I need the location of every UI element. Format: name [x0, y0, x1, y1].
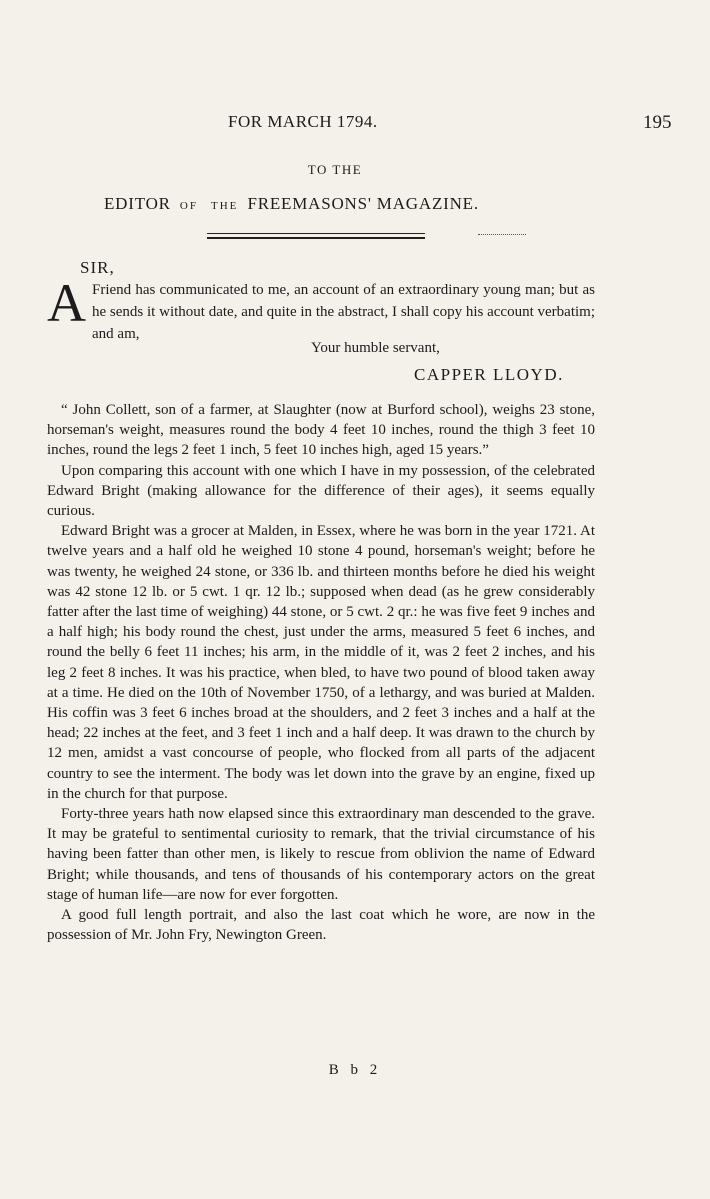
heading-editor: EDITOR: [104, 194, 171, 213]
heading-of: OF: [179, 200, 198, 212]
signoff: Your humble servant,: [311, 340, 440, 356]
heading-the: THE: [211, 200, 239, 212]
paragraph-forty-three-years: Forty-three years hath now elapsed since this extraordinary man descended to the grave. It may be grateful to sentimental curiosity to remark, that the trivial circumstance of his having been fatter than other men, is likely to rescue from oblivion the name of Edward Bright; while thousands, and tens of thousands of his contemporary actors on the great stage of human life—are now for ever forgotten.: [47, 806, 595, 903]
paragraph-collett: “ John Collett, son of a farmer, at Slaughter (now at Burford school), weighs 23 stone, horseman's weight, measures round the body 4 feet 10 inches, round the thigh 3 feet 10 inches, round the legs 2 feet 1 inch, 5 feet 10 inches high, aged 15 years.”: [47, 402, 595, 459]
drop-cap: A: [47, 273, 86, 333]
signature: CAPPER LLOYD.: [414, 365, 564, 384]
page-number: 195: [643, 112, 672, 133]
salutation: SIR,: [80, 258, 115, 277]
decorative-rule: [207, 233, 425, 239]
running-head: FOR MARCH 1794.: [228, 112, 378, 131]
heading-magazine: FREEMASONS' MAGAZINE.: [247, 194, 479, 213]
paragraph-comparison: Upon comparing this account with one which I have in my possession, of the celebrated Edward Bright (making allowance for the difference of their ages), it seems equally curious.: [47, 462, 595, 520]
intro-text: Friend has communicated to me, an account of an extraordinary young man; but as he sends it without date, and quite in the abstract, I shall copy his account verbatim; and am,: [92, 282, 595, 342]
heading-to-the: TO THE: [307, 162, 363, 177]
paragraph-portrait: A good full length portrait, and also the last coat which he wore, are now in the possession of Mr. John Fry, Newington Green.: [47, 907, 595, 944]
body-text: [47, 400, 595, 945]
decorative-rule-tail: [478, 234, 526, 236]
paragraph-edward-bright: Edward Bright was a grocer at Malden, in Essex, where he was born in the year 1721. At twelve years and a half old he weighed 10 stone 4 pound, horseman's weight; before he was twenty, he weighed 24 stone, or 336 lb. and thirteen months before he died his weight was 42 stone 12 lb. or 5 cwt. 1 qr. 12 lb.; supposed when dead (as he grew considerably fatter after the last time of weighing) 44 stone, or 5 cwt. 2 qr.: he was five feet 9 inches and a half high; his body round the chest, just under the arms, measured 5 feet 6 inches, and round the belly 6 feet 11 inches; his arm, in the middle of it, was 2 feet 2 inches, and his leg 2 feet 8 inches. It was his practice, when bled, to have two pound of blood taken away at a time. He died on the 10th of November 1750, of a lethargy, and was buried at Malden. His coffin was 3 feet 6 inches broad at the shoulders, and 2 feet 3 inches and a half at the head; 22 inches at the feet, and 3 feet 1 inch and a half deep. It was drawn to the church by 12 men, amidst a vast concourse of people, who flocked from all parts of the adjacent country to see the interment. The body was let down into the grave by an engine, fixed up in the church for that purpose.: [47, 523, 595, 802]
letter-intro: [47, 273, 595, 345]
signature-mark: B b 2: [328, 1062, 382, 1078]
heading-title: [104, 194, 574, 214]
